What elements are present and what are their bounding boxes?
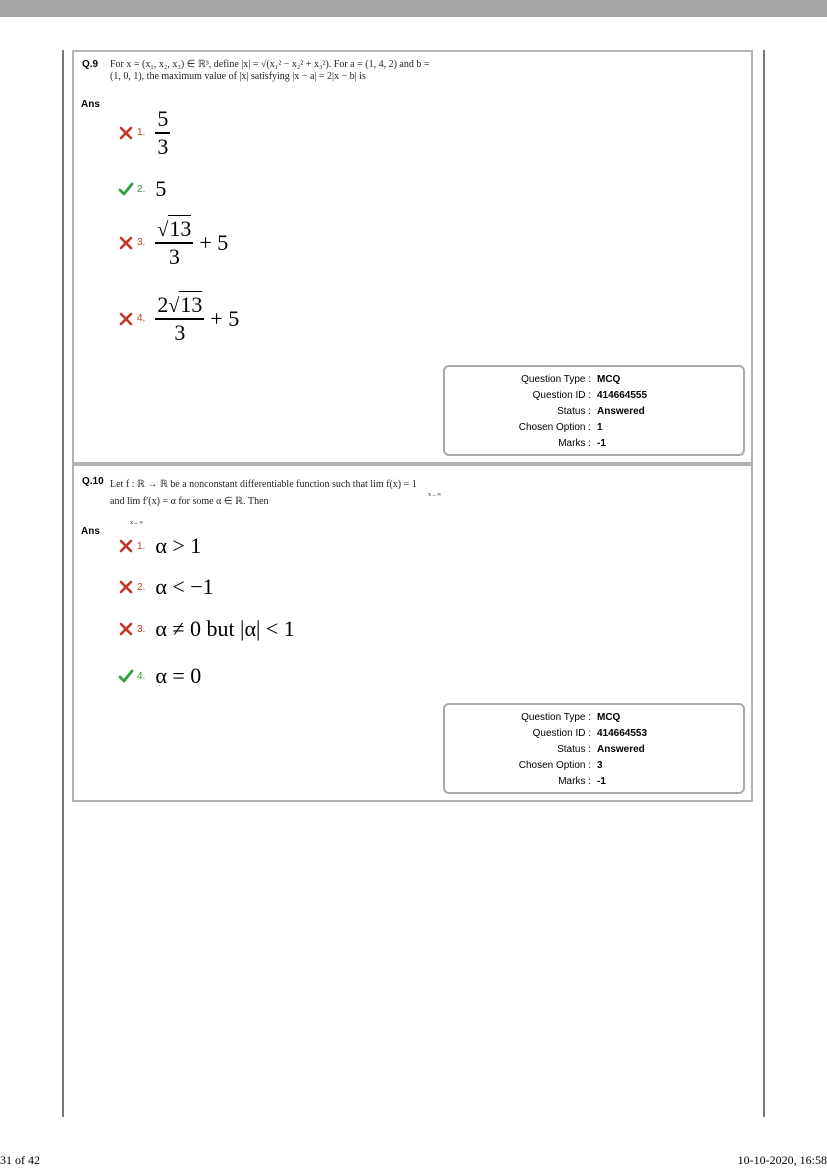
info-question-id (445, 390, 743, 406)
wrong-cross-icon (118, 538, 134, 554)
ans-label: Ans (81, 99, 100, 110)
option-3 (118, 616, 295, 642)
option-number: 2. (137, 581, 146, 593)
option-suffix: + 5 (210, 305, 240, 331)
option-math: α < −1 (155, 574, 214, 599)
question-text-line-2: and lim f′(x) = α for some α ∈ ℝ. Then (110, 496, 269, 507)
question-10-panel (72, 464, 753, 802)
wrong-cross-icon (118, 621, 134, 637)
info-status (445, 406, 743, 422)
info-value: 3 (597, 760, 603, 771)
option-1 (118, 106, 170, 160)
info-marks (445, 438, 743, 454)
wrong-cross-icon (118, 235, 134, 251)
question-text (110, 479, 442, 526)
question-number: Q.9 (82, 59, 99, 70)
info-value: 414664555 (597, 390, 648, 401)
browser-top-bar (0, 0, 827, 17)
info-label: Marks : (558, 776, 591, 787)
info-value: MCQ (597, 712, 621, 723)
info-label: Question ID : (532, 390, 591, 401)
option-math: α > 1 (155, 533, 202, 558)
option-3 (118, 216, 228, 270)
fraction-denominator: 3 (157, 133, 169, 159)
option-1 (118, 533, 201, 559)
info-question-type (445, 712, 743, 728)
info-marks (445, 776, 743, 792)
limit-subscript: x→∞ (428, 492, 442, 498)
print-datetime: 10-10-2020, 16:58 (737, 1153, 827, 1167)
ans-label: Ans (81, 526, 100, 537)
limit-subscript-2: x→∞ (130, 520, 144, 526)
option-math: $\frac{√13}{3}$ + 5 (157, 216, 229, 269)
question-text-line-2: (1, 0, 1), the maximum value of |x| satisfying |x − a| = 2|x − b| is (110, 71, 366, 82)
wrong-cross-icon (118, 579, 134, 595)
info-value: -1 (597, 438, 606, 449)
info-question-type (445, 374, 743, 390)
option-number: 1. (137, 127, 146, 139)
option-number: 4. (137, 670, 146, 682)
radicand: 13 (180, 292, 203, 317)
info-chosen-option (445, 422, 743, 438)
option-math: 5 (155, 176, 167, 201)
question-info-box (443, 365, 745, 456)
info-question-id (445, 728, 743, 744)
option-math: $\frac{2√13}{3}$ + 5 (157, 292, 240, 345)
question-number: Q.10 (82, 476, 104, 487)
info-value: 1 (597, 422, 603, 433)
info-value: -1 (597, 776, 606, 787)
option-2 (118, 574, 214, 600)
info-label: Marks : (558, 438, 591, 449)
info-label: Chosen Option : (518, 760, 591, 771)
question-text-line-1: For x = (x₁, x₂, x₃) ∈ ℝ³, define |x| = √(x₁² − x₂² + x₃²). For a = (1, 4, 2) and b = (110, 59, 430, 70)
info-chosen-option (445, 760, 743, 776)
info-status (445, 744, 743, 760)
option-number: 2. (137, 183, 146, 195)
info-value: MCQ (597, 374, 621, 385)
option-number: 1. (137, 540, 146, 552)
question-info-box (443, 703, 745, 794)
info-label: Status : (557, 744, 591, 755)
question-text-line-1: Let f : ℝ → ℝ be a nonconstant differentiable function such that lim f(x) = 1 (110, 479, 417, 490)
fraction-denominator: 3 (168, 243, 180, 269)
correct-check-icon (118, 668, 134, 684)
page-right-border (763, 50, 765, 1117)
option-number: 3. (137, 237, 146, 249)
option-suffix: + 5 (199, 229, 229, 255)
info-label: Question Type : (521, 712, 591, 723)
page-counter: 31 of 42 (0, 1153, 40, 1167)
wrong-cross-icon (118, 311, 134, 327)
option-math (155, 106, 170, 160)
info-label: Question Type : (521, 374, 591, 385)
fraction-denominator: 3 (174, 319, 186, 345)
info-label: Chosen Option : (518, 422, 591, 433)
wrong-cross-icon (118, 125, 134, 141)
question-text (110, 59, 430, 83)
option-4 (118, 663, 201, 689)
info-value: Answered (597, 744, 645, 755)
question-9-panel (72, 50, 753, 464)
option-number: 3. (137, 623, 146, 635)
fraction-numerator: 5 (157, 106, 169, 131)
coefficient: 2 (157, 292, 169, 317)
correct-check-icon (118, 181, 134, 197)
option-math: α = 0 (155, 663, 202, 688)
page-left-border (62, 50, 64, 1117)
info-value: Answered (597, 406, 645, 417)
info-label: Question ID : (532, 728, 591, 739)
info-label: Status : (557, 406, 591, 417)
info-value: 414664553 (597, 728, 648, 739)
option-number: 4. (137, 313, 146, 325)
option-4 (118, 292, 239, 346)
radicand: 13 (169, 216, 192, 241)
option-2 (118, 176, 166, 202)
option-math: α ≠ 0 but |α| < 1 (155, 616, 295, 641)
